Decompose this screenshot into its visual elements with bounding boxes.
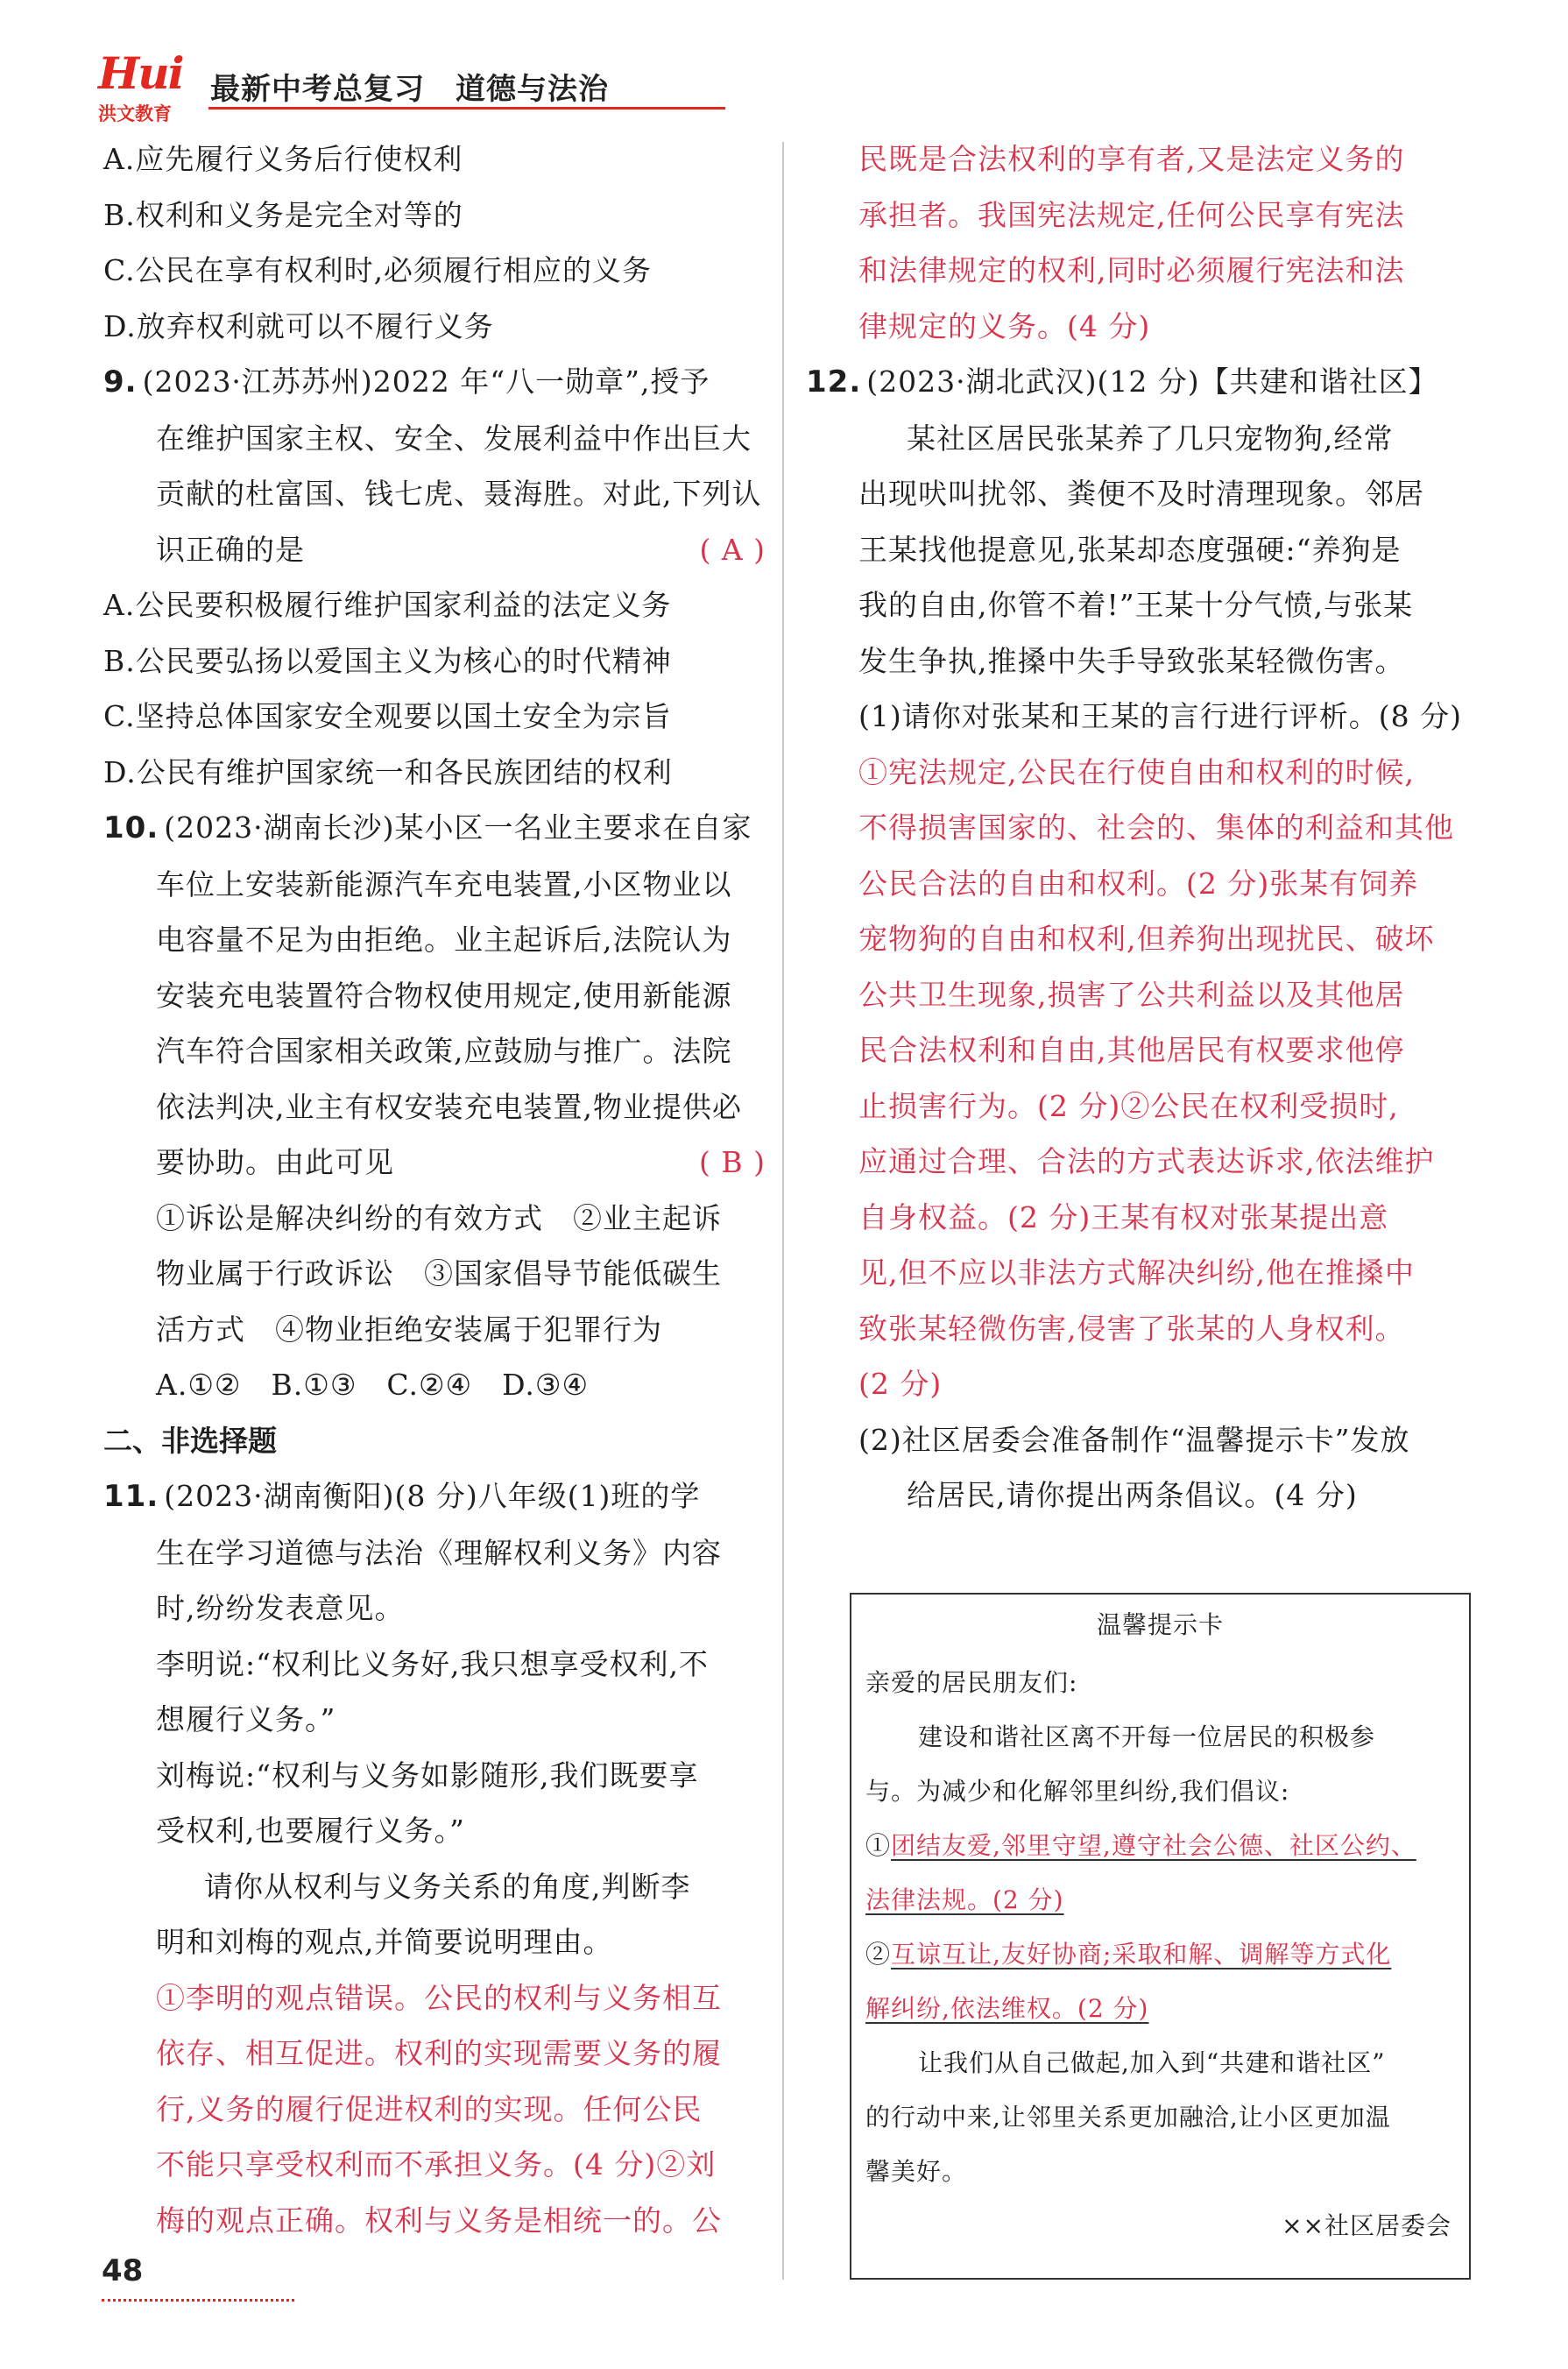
right-column: [806, 131, 1472, 1524]
question-text: 明和刘梅的观点,并简要说明理由。: [156, 1925, 613, 1959]
option: D.放弃权利就可以不履行义务: [103, 308, 494, 343]
proposal-marker: ②: [865, 1940, 892, 1969]
card-body: 与。为减少和化解邻里纠纷,我们倡议:: [865, 1777, 1290, 1806]
card-closing: 馨美好。: [865, 2157, 968, 2186]
question-text: 安装充电装置符合物权使用规定,使用新能源: [156, 978, 732, 1013]
question-text: 汽车符合国家相关政策,应鼓励与推广。法院: [156, 1034, 732, 1068]
option-row: A.①② B.①③ C.②④ D.③④: [156, 1368, 590, 1402]
warm-tip-card: [850, 1593, 1471, 2280]
answer-choice: ( A ): [699, 532, 766, 567]
option: A.公民要积极履行维护国家利益的法定义务: [103, 588, 672, 622]
q8-options: [103, 131, 771, 354]
answer-text: 行,义务的履行促进权利的实现。任何公民: [156, 2091, 703, 2126]
section-title: 二、非选择题: [103, 1423, 277, 1458]
proposal-answer: 团结友爱,邻里守望,遵守社会公德、社区公约、: [891, 1831, 1416, 1860]
answer-text: (2 分): [858, 1367, 943, 1401]
option: C.公民在享有权利时,必须履行相应的义务: [103, 253, 653, 287]
sub-question: 给居民,请你提出两条倡议。(4 分): [907, 1478, 1358, 1512]
question-text: 李明说:“权利比义务好,我只想享受权利,不: [156, 1646, 709, 1681]
question-text: 电容量不足为由拒绝。业主起诉后,法院认为: [156, 923, 732, 957]
question-text: 我的自由,你管不着!”王某十分气愤,与张某: [858, 588, 1414, 622]
card-signature: ××社区居委会: [1282, 2211, 1451, 2240]
option: A.应先履行义务后行使权利: [103, 142, 463, 176]
question-text: 贡献的杜富国、钱七虎、聂海胜。对此,下列认: [156, 477, 762, 511]
question-number: 10.: [103, 810, 159, 845]
card-title: 温馨提示卡: [1096, 1610, 1224, 1639]
question-12: [806, 354, 1472, 1524]
question-text: 车位上安装新能源汽车充电装置,小区物业以: [156, 866, 732, 902]
option: B.权利和义务是完全对等的: [103, 197, 463, 232]
question-text: 时,纷纷发表意见。: [156, 1591, 405, 1625]
answer-text: 公共卫生现象,损害了公共利益以及其他居: [858, 977, 1405, 1012]
answer-text: 公民合法的自由和权利。(2 分)张某有饲养: [858, 866, 1419, 901]
option: D.公民有维护国家统一和各民族团结的权利: [103, 754, 673, 789]
statement-item: 活方式 ④物业拒绝安装属于犯罪行为: [156, 1312, 662, 1347]
answer-text: 见,但不应以非法方式解决纠纷,他在推搡中: [858, 1255, 1415, 1290]
brand-name: 洪文教育: [98, 103, 172, 124]
sub-question: (2)社区居委会准备制作“温馨提示卡”发放: [858, 1422, 1410, 1457]
proposal-answer: 法律法规。(2 分): [865, 1885, 1064, 1914]
question-9: [103, 354, 771, 800]
question-text: 要协助。由此可见: [156, 1145, 394, 1179]
question-text: 识正确的是: [156, 532, 305, 567]
question-text: 想履行义务。”: [156, 1702, 336, 1736]
statement-item: ①诉讼是解决纠纷的有效方式 ②业主起诉: [156, 1200, 722, 1235]
card-closing: 的行动中来,让邻里关系更加融洽,让小区更加温: [865, 2103, 1391, 2132]
question-text: 王某找他提意见,张某却态度强硬:“养狗是: [858, 532, 1402, 567]
question-text: 受权利,也要履行义务。”: [156, 1814, 465, 1848]
answer-choice: ( B ): [699, 1145, 766, 1179]
card-closing: 让我们从自己做起,加入到“共建和谐社区”: [918, 2048, 1386, 2077]
answer-text: 不得损害国家的、社会的、集体的利益和其他: [858, 810, 1454, 845]
statement-item: 物业属于行政诉讼 ③国家倡导节能低碳生: [156, 1256, 722, 1291]
question-text: (2023·湖北武汉)(12 分)【共建和谐社区】: [866, 364, 1438, 399]
proposal-answer: 互谅互让,友好协商;采取和解、调解等方式化: [891, 1940, 1392, 1969]
footer-dotted-rule: [102, 2299, 294, 2302]
answer-text: 应通过合理、合法的方式表达诉求,依法维护: [858, 1144, 1435, 1178]
answer-text: 自身权益。(2 分)王某有权对张某提出意: [858, 1199, 1389, 1234]
page-number: 48: [102, 2253, 144, 2288]
question-number: 9.: [103, 364, 138, 400]
proposal-answer: 解纠纷,依法维权。(2 分): [865, 1994, 1149, 2023]
answer-text: 不能只享受权利而不承担义务。(4 分)②刘: [156, 2147, 717, 2182]
question-text: 依法判决,业主有权安装充电装置,物业提供必: [156, 1089, 742, 1124]
question-text: 在维护国家主权、安全、发展利益中作出巨大: [156, 421, 752, 456]
brand-logo: Hui: [98, 47, 183, 99]
question-11: [103, 1468, 771, 2248]
answer-text: 承担者。我国宪法规定,任何公民享有宪法: [858, 197, 1405, 232]
question-text: 请你从权利与义务关系的角度,判断李: [204, 1869, 691, 1904]
question-text: 刘梅说:“权利与义务如影随形,我们既要享: [156, 1757, 699, 1793]
answer-text: 宠物狗的自由和权利,但养狗出现扰民、破坏: [858, 922, 1435, 956]
header-divider: [208, 107, 725, 110]
answer-text: 致张某轻微伤害,侵害了张某的人身权利。: [858, 1311, 1405, 1346]
answer-text: ①李明的观点错误。公民的权利与义务相互: [156, 1980, 722, 2015]
question-number: 11.: [103, 1479, 159, 1514]
answer-text: 依存、相互促进。权利的实现需要义务的履: [156, 2036, 722, 2070]
sub-question: (1)请你对张某和王某的言行进行评析。(8 分): [858, 699, 1462, 733]
question-text: (2023·江苏苏州)2022 年“八一勋章”,授予: [142, 364, 710, 399]
proposal-marker: ①: [865, 1831, 892, 1860]
book-title: 最新中考总复习 道德与法治: [210, 72, 609, 107]
question-10: [103, 800, 771, 1413]
answer-text: 和法律规定的权利,同时必须履行宪法和法: [858, 253, 1405, 287]
q11-answer-continued: [806, 131, 1472, 354]
left-column: [103, 131, 771, 2248]
question-text: 某社区居民张某养了几只宠物狗,经常: [907, 421, 1394, 456]
answer-text: 民合法权利和自由,其他居民有权要求他停: [858, 1033, 1405, 1067]
question-text: (2023·湖南衡阳)(8 分)八年级(1)班的学: [164, 1479, 701, 1513]
answer-text: 梅的观点正确。权利与义务是相统一的。公: [156, 2203, 722, 2238]
card-body: 建设和谐社区离不开每一位居民的积极参: [918, 1722, 1376, 1751]
answer-text: 民既是合法权利的享有者,又是法定义务的: [858, 142, 1405, 176]
question-text: 出现吠叫扰邻、粪便不及时清理现象。邻居: [858, 477, 1424, 511]
column-divider: [782, 142, 784, 2280]
question-text: 生在学习道德与法治《理解权利义务》内容: [156, 1535, 722, 1570]
answer-text: 止损害行为。(2 分)②公民在权利受损时,: [858, 1088, 1399, 1123]
answer-text: 律规定的义务。(4 分): [858, 308, 1151, 343]
answer-text: ①宪法规定,公民在行使自由和权利的时候,: [858, 754, 1415, 789]
question-number: 12.: [806, 364, 862, 400]
option: B.公民要弘扬以爱国主义为核心的时代精神: [103, 643, 672, 678]
page-header: [88, 42, 718, 124]
question-text: (2023·湖南长沙)某小区一名业主要求在自家: [164, 810, 752, 845]
card-greeting: 亲爱的居民朋友们:: [865, 1668, 1078, 1697]
option: C.坚持总体国家安全观要以国土安全为宗旨: [103, 699, 672, 733]
question-text: 发生争执,推搡中失手导致张某轻微伤害。: [858, 643, 1405, 678]
